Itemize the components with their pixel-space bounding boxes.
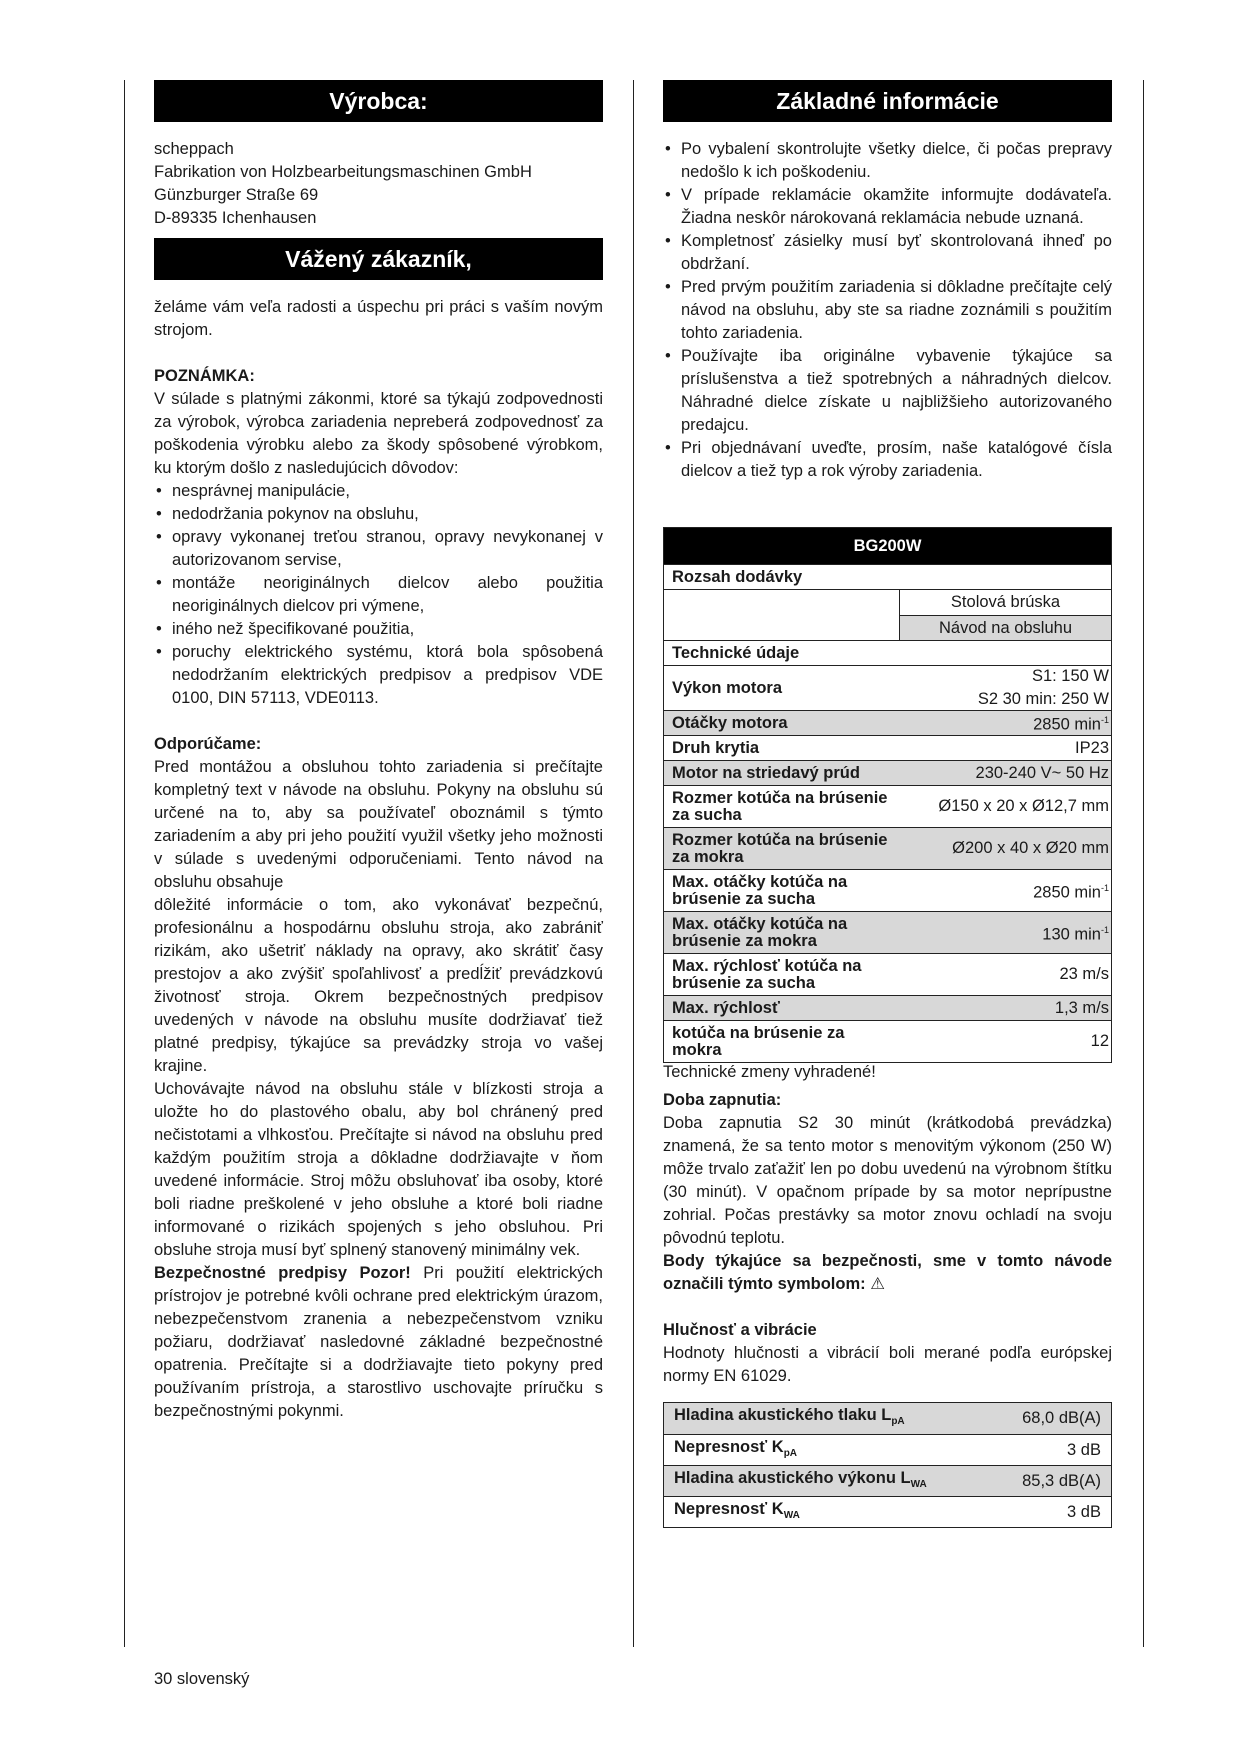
spec-value-number: 2850 min (1033, 715, 1101, 734)
spec-label: Rozsah dodávky (672, 567, 803, 586)
spec-label: kotúča na brúsenie za mokra (672, 1023, 845, 1059)
noise-label (664, 1498, 1067, 1527)
page-footer: 30 slovenský (154, 1670, 250, 1688)
spec-value: 23 m/s (1059, 965, 1109, 983)
list-item: • nedodržania pokynov na obsluhu, (154, 503, 603, 526)
spec-row (664, 911, 1111, 953)
noise-row (664, 1434, 1111, 1465)
noise-label-sub: WA (783, 1509, 800, 1521)
spec-row (664, 953, 1111, 995)
spec-row (664, 665, 1111, 710)
noise-value: 3 dB (1067, 1440, 1101, 1459)
recommend-paragraph: Pred montážou a obsluhou tohto zariadenia si prečítajte kompletný text v návode na obsluhu. Pokyny na obsluhu sú určené na to, aby sa používateľ oboznámil s týmto zariadením a aby pri jeho použití využil všetky jeho možnosti v súlade s uvedenými odporučeniami. Tento návod na obsluhu obsahuje (154, 758, 603, 891)
duty-heading: Doba zapnutia: (663, 1091, 782, 1109)
spec-table (663, 527, 1112, 1063)
spec-value-text (905, 877, 1109, 905)
noise-label (664, 1467, 1022, 1496)
address-line: Fabrikation von Holzbearbeitungsmaschinen GmbH (154, 163, 532, 181)
column-divider-rule (633, 80, 634, 1647)
spec-row (664, 827, 1111, 869)
spec-value-text (905, 709, 1109, 737)
safety-points-text: Body týkajúce sa bezpečnosti, sme v tomto návode označili týmto symbolom: ⚠ (663, 1252, 1112, 1293)
address-line: Günzburger Straße 69 (154, 186, 319, 204)
noise-row (664, 1465, 1111, 1496)
noise-row (664, 1403, 1111, 1434)
spec-value (899, 870, 1111, 911)
right-margin-rule (1143, 80, 1144, 1647)
recommend-paragraph: Uchovávajte návod na obsluhu stále v blízkosti stroja a uložte ho do plastového obalu, aby bol chránený pred nečistotami a vlhkosťou. Prečítajte si návod na obsluhu pred každým použitím stroja a dôkladne dodržiavajte v ňom uvedené informácie. Stroj môžu obsluhovať iba osoby, ktoré boli riadne preškolené v jeho obsluhe a ktoré boli riadne informované o rizikách spojených s jeho obsluhou. Pri obsluhe stroja musí byť splnený stanovený minimálny vek. (154, 1080, 603, 1259)
spec-value (899, 912, 1111, 953)
noise-row (664, 1496, 1111, 1527)
recommend-paragraph: dôležité informácie o tom, ako vykonávať bezpečnú, profesionálnu a hospodárnu obsluhu stroja, ako zabrániť rizikám, ako ušetriť náklady na opravy, ako skrátiť časy prestojov a ako zvýšiť spoľahlivosť a predĺžiť prevádzkovú životnosť stroja. Okrem bezpečnostných predpisov uvedených v návode na obsluhu musíte dodržiavať tiež platné predpisy, týkajúce sa prevádzky stroja vo vašej krajine. (154, 896, 603, 1075)
noise-value: 85,3 dB(A) (1022, 1471, 1101, 1490)
spec-label: Max. rýchlosť (672, 998, 780, 1017)
safety-paragraph (154, 1262, 603, 1423)
list-item: • Používajte iba originálne vybavenie týkajúce sa príslušenstva a tiež spotrebných a náhradných dielcov. Náhradné dielce získate u najbližšieho autorizovaného predajcu. (663, 345, 1112, 437)
note-text: V súlade s platnými zákonmi, ktoré sa týkajú zodpovednosti za výrobok, výrobca zariadenia nepreberá zodpovednosť za poškodenia výrobku alebo za škody spôsobené výrobkom, ku ktorým došlo z nasledujúcich dôvodov: (154, 390, 603, 477)
spec-row-tech (664, 640, 1111, 665)
spec-value-line: S2 30 min: 250 W (977, 690, 1109, 708)
noise-label-sub: WA (910, 1478, 927, 1490)
list-item: • V prípade reklamácie okamžite informujte dodávateľa. Žiadna neskôr nárokovaná reklamácia nebude uznaná. (663, 184, 1112, 230)
spec-row (664, 1020, 1111, 1062)
spec-label: Rozmer kotúča na brúsenie za sucha (672, 788, 888, 824)
right-column (663, 80, 1112, 1528)
duty-text: Doba zapnutia S2 30 minút (krátkodobá prevádzka) znamená, že sa tento motor s menovitým výkonom (250 W) môže trvalo zaťažiť len po dobu uvedenú na výrobnom štítku (30 minút). V opačnom prípade by sa motor neprípustne zohrial. Počas prestávky sa motor znovu ochladí na svoju pôvodnú teplotu. (663, 1114, 1112, 1247)
list-item: • nesprávnej manipulácie, (154, 480, 603, 503)
customer-heading: Vážený zákazník, (154, 238, 603, 280)
basic-info-list (663, 138, 1112, 483)
spec-value: 1,3 m/s (1054, 998, 1109, 1017)
list-item: • poruchy elektrického systému, ktorá bola spôsobená nedodržaním elektrických predpisov a predpisov VDE 0100, DIN 57113, VDE0113. (154, 641, 603, 710)
noise-label (664, 1404, 1022, 1433)
noise-table (663, 1402, 1112, 1528)
noise-value: 3 dB (1067, 1502, 1101, 1521)
spec-label: Max. rýchlosť kotúča na brúsenie za sucha (672, 956, 862, 992)
spec-label: Druh krytia (672, 738, 760, 757)
noise-text: Hodnoty hlučnosti a vibrácií boli merané podľa európskej normy EN 61029. (663, 1344, 1112, 1385)
spec-label: Technické údaje (672, 643, 800, 662)
spec-row (664, 760, 1111, 785)
left-column (154, 80, 603, 1423)
spec-value: IP23 (1075, 738, 1109, 757)
manufacturer-address (154, 138, 603, 230)
spec-value: Ø150 x 20 x Ø12,7 mm (938, 797, 1109, 815)
spec-value: 12 (1090, 1032, 1109, 1050)
spec-value (899, 711, 1111, 735)
superscript: -1 (1100, 715, 1109, 726)
safety-bold: Bezpečnostné predpisy Pozor! (154, 1264, 411, 1282)
list-item: • Po vybalení skontrolujte všetky dielce, či počas prepravy nedošlo k ich poškodeniu. (663, 138, 1112, 184)
tech-changes-note: Technické zmeny vyhradené! (663, 1063, 876, 1081)
noise-label-text: Nepresnosť K (674, 1437, 784, 1456)
note-heading: POZNÁMKA: (154, 367, 255, 385)
address-line: D-89335 Ichenhausen (154, 209, 317, 227)
spec-value-number: 130 min (1042, 925, 1101, 944)
list-item: • iného než špecifikované použitia, (154, 618, 603, 641)
list-item: • Kompletnosť zásielky musí byť skontrolovaná ihneď po obdržaní. (663, 230, 1112, 276)
spec-value: 230-240 V~ 50 Hz (975, 763, 1109, 782)
greeting-text: želáme vám veľa radosti a úspechu pri práci s vaším novým strojom. (154, 298, 603, 339)
recommend-heading: Odporúčame: (154, 735, 262, 753)
noise-label-text: Hladina akustického tlaku L (674, 1406, 892, 1424)
spec-label: Max. otáčky kotúča na brúsenie za sucha (672, 872, 848, 908)
manufacturer-heading: Výrobca: (154, 80, 603, 122)
list-item: • Pri objednávaní uveďte, prosím, naše katalógové čísla dielcov a tiež typ a rok výroby zariadenia. (663, 437, 1112, 483)
noise-label-sub: pA (891, 1416, 905, 1427)
spec-row (664, 869, 1111, 911)
spec-label: Výkon motora (672, 678, 783, 697)
note-list (154, 480, 603, 710)
noise-heading: Hlučnosť a vibrácie (663, 1321, 817, 1339)
spec-row (664, 785, 1111, 827)
noise-label (664, 1436, 1067, 1465)
noise-value: 68,0 dB(A) (1022, 1409, 1101, 1427)
address-line: scheppach (154, 140, 234, 158)
safety-text: Pri použití elektrických prístrojov je potrebné kvôli ochrane pred elektrickým úrazom, nebezpečenstvom zranenia a nebezpečenstvom vzniku požiaru, dodržiavať nasledovné základné bezpečnostné opatrenia. Prečítajte si a dodržiavajte tieto pokyny pred používaním prístroja, a starostlivo uschovajte príručku s bezpečnostnými pokynmi. (154, 1264, 603, 1420)
spec-row-scope (664, 564, 1111, 589)
spec-value (899, 666, 1111, 710)
superscript: -1 (1100, 924, 1109, 935)
list-item: • montáže neoriginálnych dielcov alebo použitia neoriginálnych dielcov pri výmene, (154, 572, 603, 618)
spec-label: Rozmer kotúča na brúsenie za mokra (672, 830, 888, 866)
spec-label: Max. otáčky kotúča na brúsenie za mokra (672, 914, 848, 950)
left-margin-rule (124, 80, 125, 1647)
spec-label: Otáčky motora (672, 713, 788, 732)
superscript: -1 (1100, 882, 1109, 893)
spec-row (664, 995, 1111, 1020)
spec-row (664, 735, 1111, 760)
scope-items (664, 589, 1111, 640)
spec-value-number: 2850 min (1033, 883, 1101, 902)
spec-value: Ø200 x 40 x Ø20 mm (952, 839, 1109, 857)
spec-row (664, 710, 1111, 735)
noise-label-text: Nepresnosť K (674, 1499, 784, 1518)
list-item: • opravy vykonanej treťou stranou, opravy nevykonanej v autorizovanom servise, (154, 526, 603, 572)
noise-label-sub: pA (783, 1447, 798, 1459)
basic-info-heading: Základné informácie (663, 80, 1112, 122)
spec-value-text (905, 919, 1109, 947)
noise-label-text: Hladina akustického výkonu L (674, 1468, 911, 1487)
scope-item: Stolová brúska (899, 590, 1111, 615)
spec-model-title: BG200W (664, 528, 1111, 564)
scope-item: Návod na obsluhu (899, 615, 1111, 640)
spec-value-line: S1: 150 W (1031, 667, 1109, 685)
list-item: • Pred prvým použitím zariadenia si dôkladne prečítajte celý návod na obsluhu, aby ste sa riadne zoznámili s použitím tohto zariadenia. (663, 276, 1112, 345)
spec-label: Motor na striedavý prúd (672, 763, 860, 782)
